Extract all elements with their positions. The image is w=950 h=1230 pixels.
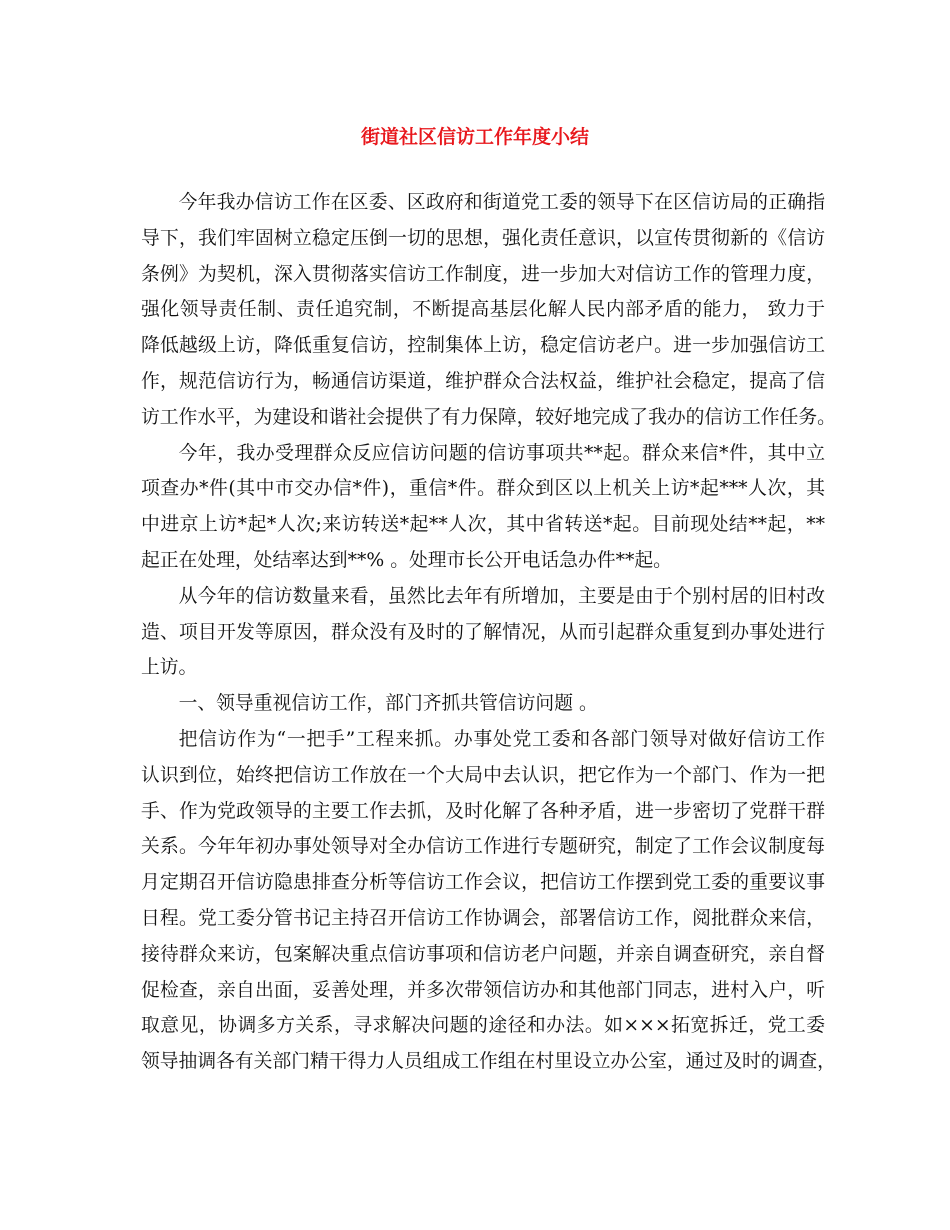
text-line: 上访。 [141, 657, 198, 679]
text-line: 强化领导责任制、责任追究制，不断提高基层化解人民内部矛盾的能力， 致力于 [141, 299, 825, 321]
text-line: 条例》为契机，深入贯彻落实信访工作制度，进一步加大对信访工作的管理力度， [141, 263, 825, 285]
text-line: 项查办*件(其中市交办信*件)，重信*件。群众到区以上机关上访*起***人次，其 [141, 478, 825, 500]
paragraph [141, 722, 836, 1080]
text-line: 造、项目开发等原因，群众没有及时的了解情况，从而引起群众重复到办事处进行 [141, 621, 825, 643]
text-line: 中进京上访*起*人次;来访转送*起**人次，其中省转送*起。目前现处结**起，** [141, 514, 825, 536]
text-line: 认识到位，始终把信访工作放在一个大局中去认识，把它作为一个部门、作为一把 [141, 764, 825, 786]
paragraph [141, 185, 836, 436]
text-line: 接待群众来访，包案解决重点信访事项和信访老户问题，并亲自调查研究，亲自督 [141, 943, 825, 965]
text-line: 手、作为党政领导的主要工作去抓，及时化解了各种矛盾，进一步密切了党群干群 [141, 800, 825, 822]
text-line: 关系。今年年初办事处领导对全办信访工作进行专题研究，制定了工作会议制度每 [141, 836, 825, 858]
text-line: 从今年的信访数量来看，虽然比去年有所增加，主要是由于个别村居的旧村改 [178, 585, 825, 607]
text-line: 今年，我办受理群众反应信访问题的信访事项共**起。群众来信*件，其中立 [178, 442, 825, 464]
text-line: 导下，我们牢固树立稳定压倒一切的思想，强化责任意识，以宣传贯彻新的《信访 [141, 227, 825, 249]
text-line: 起正在处理，处结率达到**% 。处理市长公开电话急办件**起。 [141, 549, 672, 571]
paragraph [141, 579, 825, 686]
text-line: 今年我办信访工作在区委、区政府和街道党工委的领导下在区信访局的正确指 [178, 192, 825, 213]
document-body [141, 185, 836, 1080]
text-line: 日程。党工委分管书记主持召开信访工作协调会，部署信访工作，阅批群众来信， [141, 907, 825, 929]
text-line: 取意见，协调多方关系，寻求解决问题的途径和办法。如×××拓宽拆迁，党工委 [141, 1015, 825, 1037]
text-line: 一、领导重视信访工作，部门齐抓共管信访问题 。 [178, 693, 598, 715]
document-title: 街道社区信访工作年度小结 [360, 126, 589, 148]
text-line: 把信访作为“一把手”工程来抓。办事处党工委和各部门领导对做好信访工作 [178, 728, 825, 750]
text-line: 访工作水平，为建设和谐社会提供了有力保障，较好地完成了我办的信访工作任务。 [141, 406, 836, 428]
paragraph [141, 436, 825, 579]
text-line: 领导抽调各有关部门精干得力人员组成工作组在村里设立办公室，通过及时的调查， [141, 1051, 836, 1073]
text-line: 月定期召开信访隐患排查分析等信访工作会议，把信访工作摆到党工委的重要议事 [141, 872, 825, 894]
text-line: 作，规范信访行为，畅通信访渠道，维护群众合法权益，维护社会稳定，提高了信 [141, 370, 825, 392]
text-line: 降低越级上访，降低重复信访，控制集体上访，稳定信访老户。进一步加强信访工 [141, 335, 825, 357]
text-line: 促检查，亲自出面，妥善处理，并多次带领信访办和其他部门同志，进村入户，听 [141, 979, 825, 1001]
section-heading [141, 686, 825, 722]
